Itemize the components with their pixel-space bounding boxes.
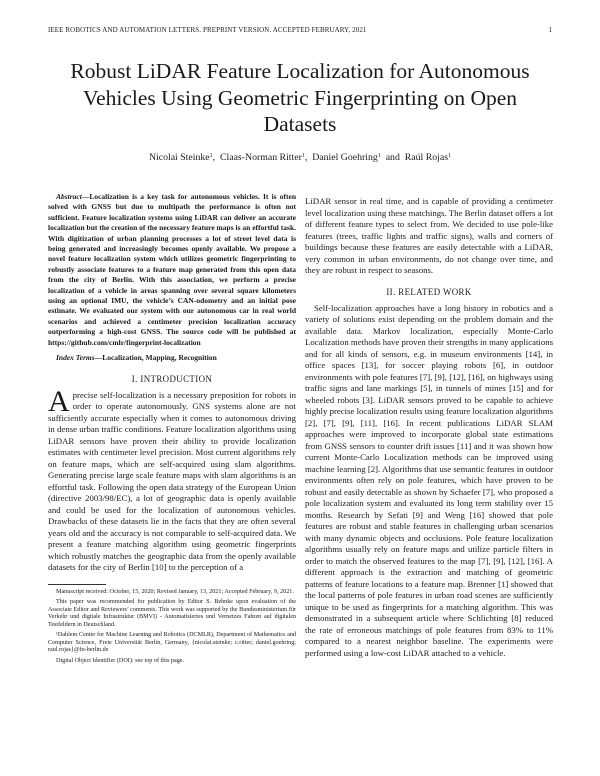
author-affiliation-mark: 1: [209, 153, 213, 159]
footnote-recommendation: This paper was recommended for publication by Editor S. Behnke upon evaluation of the Associate Editor and Reviewers’ comments. This work was supported by the Bundesministerium für Verkehr und digitale Infrastruktur (BMVI) - Automatisiertes und Vernetzes Fahren auf digitalen Testfeldern in Deutschland.: [48, 599, 296, 628]
left-column: [48, 192, 296, 668]
author-separator: ,: [304, 152, 313, 163]
abstract-text: —Localization is a key task for autonomous vehicles. It is often solved with GNSS but due to multipath the performance is often not sufficient. Feature localization systems using LiDAR can deliver an accurate localization but the creation of the necessary feature maps is an effortful task. With digitization of urban planning processes a lot of street level data is being generated and increasingly becomes openly available. We propose a novel feature localization system which utilizes geometric fingerprinting to robustly associate features to a feature map generated from this open data from the city of Berlin. With this association, we perform a precise localization of a vehicle in areas spanning over several square kilometers using an optional IMU, the vehicle’s CAN-odometry and an initial pose estimate. We evaluated our system with our autonomous car in real world scenarios and achieved a centimeter precision localization accuracy outperforming a high-cost GNSS. The source code will be published at https://github.com/cmlr/fingerprint-localization: [48, 192, 296, 347]
author-name: Daniel Goehring: [312, 152, 378, 163]
author-name: Claas-Norman Ritter: [219, 152, 302, 163]
index-terms-text: —Localization, Mapping, Recognition: [94, 353, 217, 363]
index-terms-label: Index Terms: [56, 353, 95, 363]
author-name: Nicolai Steinke: [148, 152, 210, 163]
author-name: Raúl Rojas: [404, 152, 449, 163]
running-header: IEEE ROBOTICS AND AUTOMATION LETTERS. PREPRINT VERSION. ACCEPTED FEBRUARY, 2021: [48, 26, 367, 34]
related-work-paragraph: Self-localization approaches have a long history in robotics and a variety of solutions exist depending on the problem domain and the available data. Markov localization, especially Monte-Carlo Localization methods have proven their strengths in many applications and for all kinds of sensors, e.g. in museum environments [14], in office spaces [13], for soccer playing robots [6], in outdoor environments with pole features [7], [9], [12], [16], on highways using traffic signs and lane markings [5], in tunnels of mines [15] and for wheeled robots [3]. LiDAR sensors proved to be capable to achieve highly precise localization results using feature localization algorithms [2], [7], [9], [11], [16]. In recent publications LiDAR SLAM approaches were improved to incorporate global state estimations from GNSS sensors to counter drift issues [11] and it was shown how current Monte-Carlo Localization methods can be improved using machine learning [2]. Algorithms that use semantic features in outdoor environments often rely on pole features, which have proven to be robust and easily detectable as shown by Schaefer [7], who proposed a pole localization system and evaluated its long term stability over 15 months. Research by Sefati [9] and Weng [16] showed that pole features are robust and stable features in challenging urban scenarios with many dynamic objects and occlusions. Pole feature localization algorithms usually rely on feature maps and utilize particle filters in order to match the observed features to the map [7], [9], [12], [16]. A different approach is the extraction and matching of geometric patterns of feature locations to a feature map. Brenner [1] showed that the local patterns of pole features in urban road scenes are sufficiently unique to be used as fingerprints for a matching algorithm. This was demonstrated in a subsequent article where Schlichting [8] reduced the rate of erroneous matchings of pole features from 83% to 11% compared to a nearest neighbor baseline. The experiments were performed using a low-cost LiDAR attached to a vehicle.: [305, 302, 553, 658]
index-terms: [48, 353, 296, 363]
footnotes: [48, 589, 296, 666]
footnote-doi: Digital Object Identifier (DOI): see top of this page.: [56, 657, 185, 664]
author-affiliation-mark: 1: [301, 153, 305, 159]
paper-title: Robust LiDAR Feature Localization for Autonomous Vehicles Using Geometric Fingerprinting on Open Datasets: [70, 59, 530, 136]
section-heading-related-work: II. RELATED WORK: [386, 286, 472, 297]
footnote-manuscript-dates: Manuscript received: October, 15, 2020; Revised January, 13, 2021; Accepted February, 9, 2021.: [56, 588, 294, 595]
section-heading-introduction: I. INTRODUCTION: [131, 373, 213, 384]
page-number: 1: [548, 26, 552, 34]
introduction-continued: LiDAR sensor in real time, and is capable of providing a centimeter level localization using these matchings. The Berlin dataset offers a lot of different feature types to select from. We decided to use pole-like features (trees, traffic lights and traffic signs), walls and corners of buildings because these features are easily detectable with a LiDAR, very common in urban environments, do not change over time, and they are robust in respect to seasons.: [305, 196, 553, 275]
abstract: [48, 192, 296, 348]
dropcap-letter: A: [48, 384, 70, 418]
abstract-label: Abstract: [56, 192, 82, 201]
introduction-text: precise self-localization is a necessary preposition for robots in order to operate autonomously. GNS systems alone are not sufficiently accurate especially when it comes to autonomous driving in dense urban traffic conditions. Feature localization algorithms using LiDAR sensors have proven their ability to provide localization estimates with centimeter level precision. Most current algorithms rely on feature maps, which are self-acquired using slam algorithms. Generating precise large scale feature maps with slam algorithms is an effortful task. Following the open data strategy of the European Union (directive 2003/98/EC), a lot of geographic data is openly available and could be used for the localization of autonomous vehicles. Drawbacks of these datasets lie in the facts that they are often several years old and the accuracy is not comparable to self-acquired data. We present a feature matching algorithm using geometric fingerprints which robustly matches the geographic data from the openly available datasets for the city of Berlin [10] to the perception of a: [48, 389, 296, 572]
author-separator: and: [380, 152, 405, 163]
right-column: [305, 196, 553, 659]
footnote-divider: [48, 584, 106, 585]
author-affiliation-mark: 1: [448, 153, 452, 159]
author-affiliation-mark: 1: [377, 153, 381, 159]
author-separator: ,: [212, 152, 220, 163]
introduction-paragraph: [48, 384, 296, 574]
author-list: [40, 152, 560, 163]
footnote-affiliation: ¹Dahlem Center for Machine Learning and Robotics (DCMLR), Department of Mathematics and Computer Science, Freie Universität Berlin, Germany, {nicolai.steinke; c.ritter; daniel.goehring; raul.rojas}@fu-berlin.de: [48, 632, 296, 653]
